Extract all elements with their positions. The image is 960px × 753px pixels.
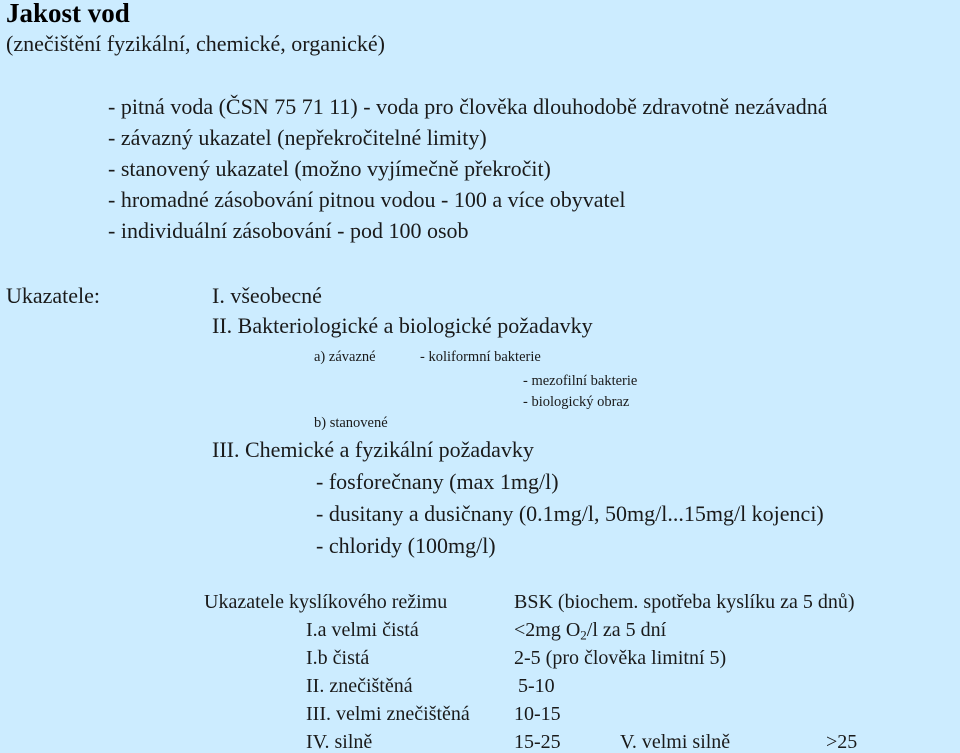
- oxygen-value: <2mg $O_2/l$ za 5 dní: [514, 619, 667, 643]
- oxygen-value-extra: >25: [826, 731, 858, 753]
- mandatory-sub-item: - mezofilní bakterie: [523, 373, 638, 389]
- definition-item: - hromadné zásobování pitnou vodou - 100 a více obyvatel: [108, 187, 626, 212]
- oxygen-class: II. znečištěná: [306, 675, 413, 697]
- indicator-group-bacteriological: II. Bakteriologické a biologické požadavky: [212, 313, 593, 338]
- page-title: Jakost vod: [6, 0, 130, 28]
- page-subtitle: (znečištění fyzikální, chemické, organické): [6, 31, 385, 56]
- oxygen-table-header-left: Ukazatele kyslíkového režimu: [204, 591, 448, 613]
- oxygen-value: 2-5 (pro člověka limitní 5): [514, 647, 727, 669]
- definition-item: - individuální zásobování - pod 100 osob: [108, 218, 469, 243]
- indicator-group-general: I. všeobecné: [212, 283, 322, 308]
- mandatory-sub-item: - biologický obraz: [523, 394, 630, 410]
- mandatory-label: a) závazné: [314, 349, 376, 365]
- indicator-group-chemical: III. Chemické a fyzikální požadavky: [212, 437, 534, 462]
- definition-item: - stanovený ukazatel (možno vyjímečně překročit): [108, 156, 551, 181]
- oxygen-class: IV. silně: [306, 731, 373, 753]
- oxygen-table-header-right: BSK (biochem. spotřeba kyslíku za 5 dnů): [514, 591, 855, 613]
- recommended-label: b) stanovené: [314, 415, 388, 431]
- oxygen-class: III. velmi znečištěná: [306, 703, 470, 725]
- mandatory-item: - koliformní bakterie: [420, 349, 541, 365]
- indicators-label: Ukazatele:: [6, 283, 101, 308]
- chemical-item: - fosforečnany (max 1mg/l): [316, 469, 559, 494]
- oxygen-value: 15-25: [514, 731, 561, 753]
- oxygen-value: 5-10: [518, 675, 555, 697]
- chemical-item: - chloridy (100mg/l): [316, 533, 496, 558]
- oxygen-class: I.b čistá: [306, 647, 370, 669]
- definition-item: - závazný ukazatel (nepřekročitelné limity): [108, 125, 487, 150]
- oxygen-value: 10-15: [514, 703, 561, 725]
- oxygen-class-extra: V. velmi silně: [620, 731, 731, 753]
- oxygen-class: I.a velmi čistá: [306, 619, 419, 641]
- chemical-item: - dusitany a dusičnany (0.1mg/l, 50mg/l...15mg/l kojenci): [316, 501, 824, 526]
- definition-item: - pitná voda (ČSN 75 71 11) - voda pro člověka dlouhodobě zdravotně nezávadná: [108, 94, 828, 119]
